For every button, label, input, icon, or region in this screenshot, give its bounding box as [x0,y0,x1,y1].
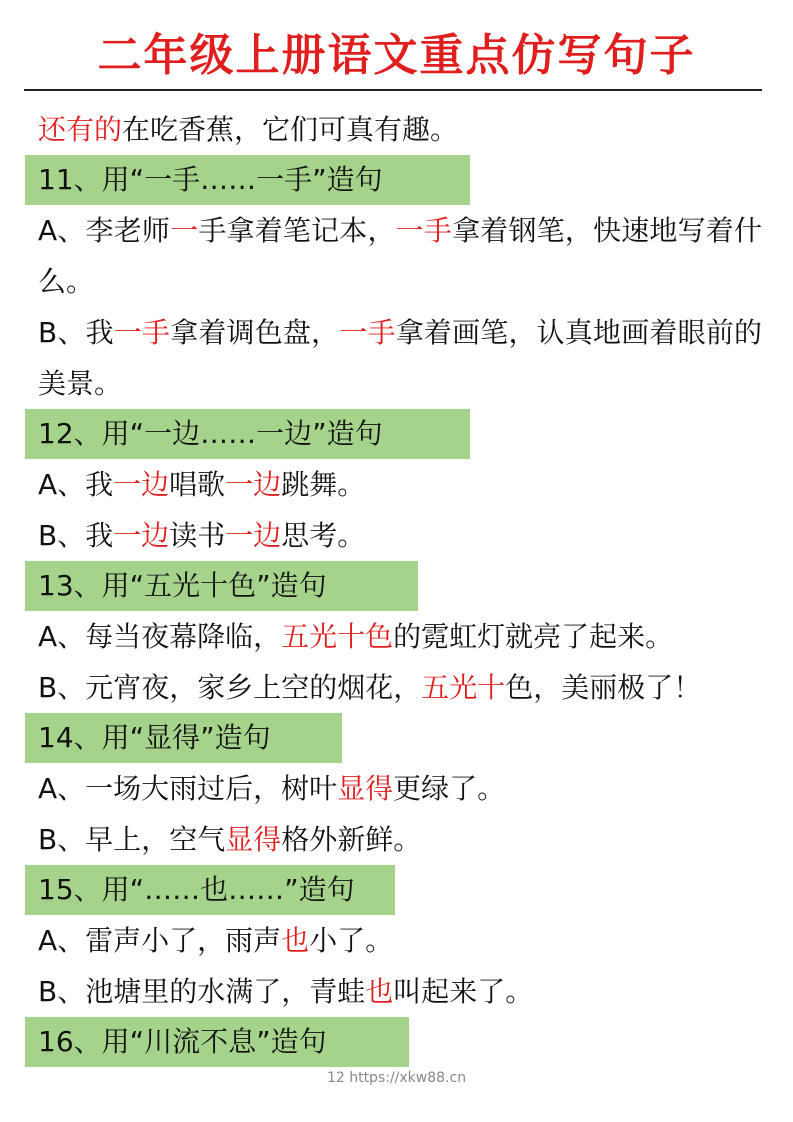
highlight: 一 [170,214,199,247]
highlight: 显得 [337,772,394,805]
highlight: 也 [281,924,310,957]
example-11-b [38,307,762,409]
text: 更绿了。 [393,772,506,805]
example-15-a [38,915,762,966]
example-11-a [38,205,762,307]
text: 跳舞。 [281,468,366,501]
example-13-a [38,611,762,662]
text: 手拿着笔记本， [198,214,396,247]
title-divider [24,89,762,91]
highlight: 五光十 [421,671,506,704]
page-title: 二年级上册语文重点仿写句子 [97,30,696,81]
text: 格外新鲜。 [281,823,422,856]
highlight: 一手 [339,316,396,349]
example-14-b [38,814,762,865]
example-13-b [38,662,762,713]
text: 在吃香蕉，它们可真有趣。 [122,113,459,146]
highlight: 一边 [113,468,170,501]
section-heading-11: 11、用“一手……一手”造句 [25,155,470,205]
example-14-a [38,763,762,814]
example-12-b [38,510,762,561]
text: B、早上，空气 [38,823,226,856]
example-12-a [38,459,762,510]
text: 拿着调色盘， [170,316,340,349]
text: 读书 [169,519,226,552]
highlight: 也 [365,975,394,1008]
highlight: 一手 [113,316,171,349]
text: 叫起来了。 [393,975,534,1008]
highlight: 一边 [225,468,282,501]
text: 的霓虹灯就亮了起来。 [393,620,674,653]
text: 拿着钢笔，快速地写着什么。 [38,214,762,298]
text: 唱歌 [169,468,226,501]
text: B、池塘里的水满了，青蛙 [38,975,366,1008]
text: 拿着画笔，认真地画着眼前的美景。 [38,316,762,400]
text: 思考。 [281,519,366,552]
section-heading-14: 14、用“显得”造句 [25,713,342,763]
section-heading-13: 13、用“五光十色”造句 [25,561,418,611]
text: A、雷声小了，雨声 [38,924,282,957]
text: 色，美丽极了！ [505,671,702,704]
text: 小了。 [309,924,394,957]
highlight: 显得 [225,823,282,856]
content [38,104,762,1067]
highlight: 五光十色 [281,620,394,653]
text: A、一场大雨过后，树叶 [38,772,338,805]
highlight: 一边 [225,519,282,552]
example-15-b [38,966,762,1017]
section-heading-16: 16、用“川流不息”造句 [25,1017,409,1067]
highlight: 一边 [113,519,170,552]
text: B、元宵夜，家乡上空的烟花， [38,671,422,704]
highlight: 还有的 [38,113,123,146]
text: A、我 [38,468,114,501]
text: A、每当夜幕降临， [38,620,282,653]
text: B、我 [38,519,114,552]
text: B、我 [38,316,114,349]
section-heading-12: 12、用“一边……一边”造句 [25,409,470,459]
highlight: 一手 [395,214,453,247]
text: A、李老师 [38,214,171,247]
intro-sentence [38,104,762,155]
section-heading-15: 15、用“……也……”造句 [25,865,395,915]
page-footer: 12 https://xkw88.cn [326,1070,467,1086]
